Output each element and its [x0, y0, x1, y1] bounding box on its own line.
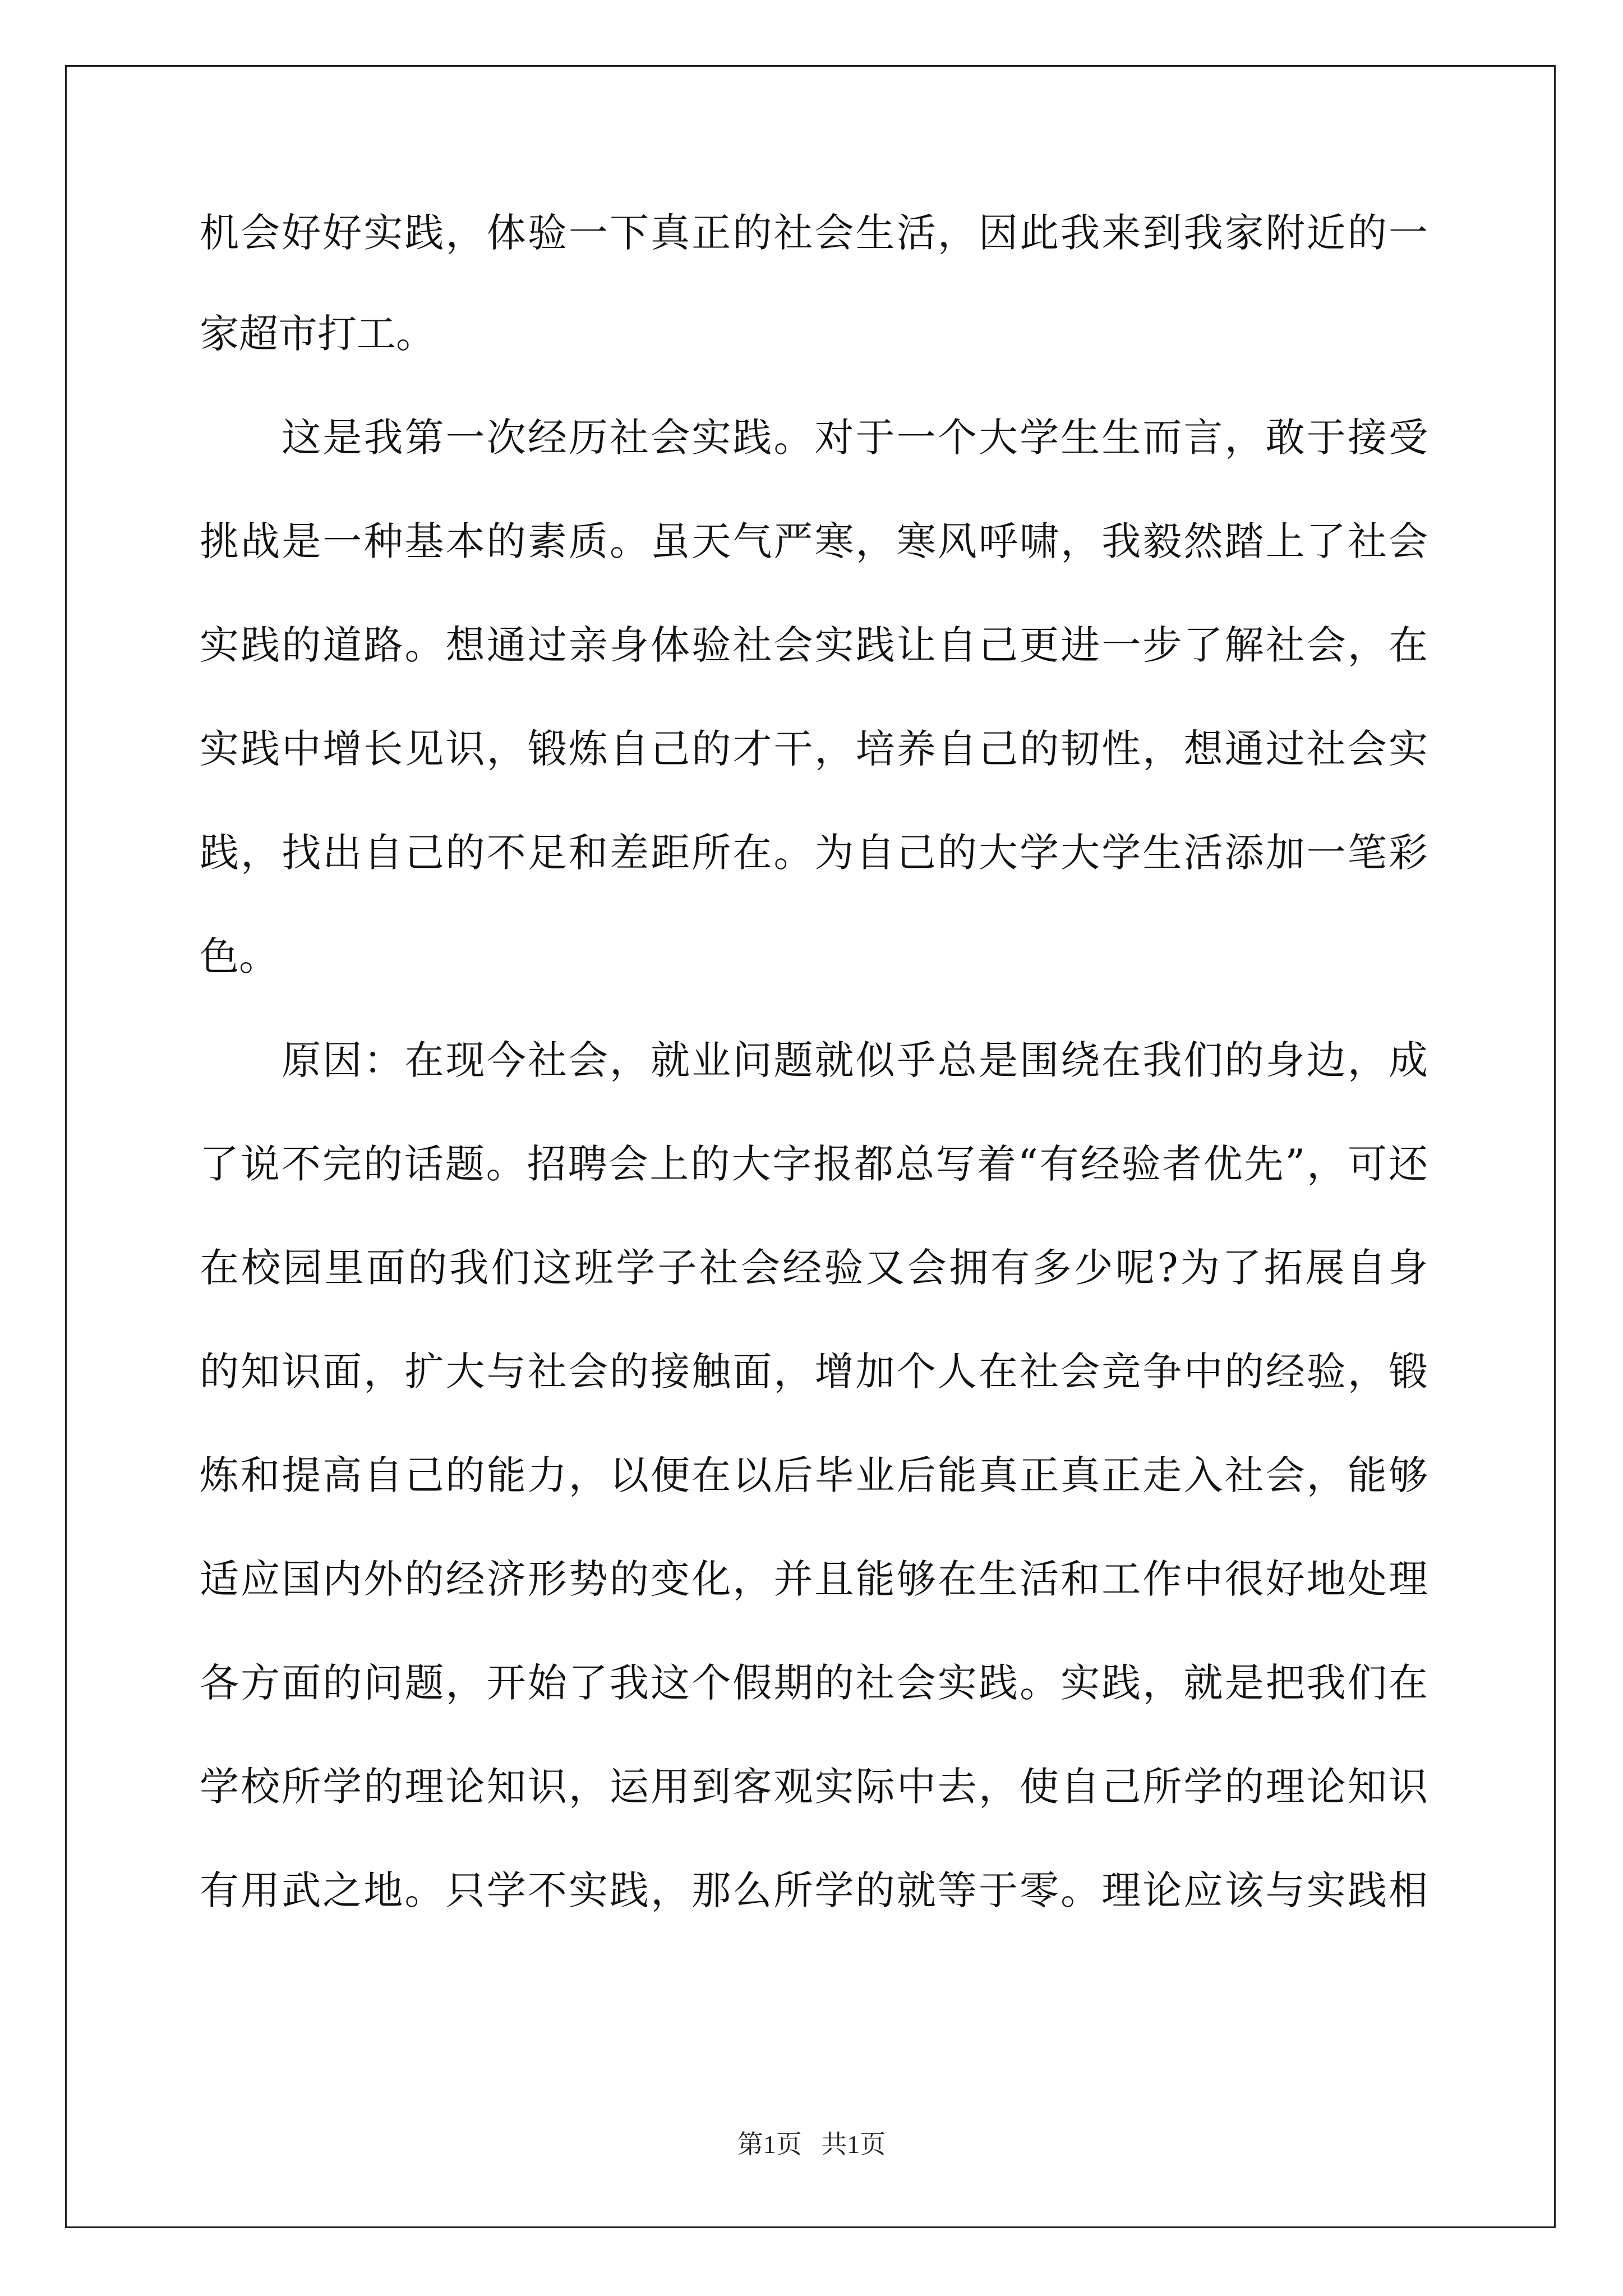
- text-line: 在校园里面的我们这班学子社会经验又会拥有多少呢?为了拓展自身: [200, 1245, 1428, 1291]
- text-line: 有用武之地。只学不实践，那么所学的就等于零。理论应该与实践相: [200, 1867, 1428, 1913]
- text-line: 各方面的问题，开始了我这个假期的社会实践。实践，就是把我们在: [200, 1660, 1428, 1706]
- text-line: 了说不完的话题。招聘会上的大字报都总写着“有经验者优先”，可还: [200, 1141, 1428, 1187]
- text-line: 的知识面，扩大与社会的接触面，增加个人在社会竞争中的经验，锻: [200, 1349, 1428, 1395]
- text-line: 挑战是一种基本的素质。虽天气严寒，寒风呼啸，我毅然踏上了社会: [200, 518, 1428, 564]
- text-line: 家超市打工。: [200, 311, 435, 357]
- page-total: 共1页: [821, 2130, 886, 2159]
- text-line: 原因：在现今社会，就业问题就似乎总是围绕在我们的身边，成: [200, 1037, 1428, 1083]
- text-line: 机会好好实践，体验一下真正的社会生活，因此我来到我家附近的一: [200, 210, 1428, 256]
- footer-spacer: [802, 2130, 822, 2159]
- text-line: 实践中增长见识，锻炼自己的才干，培养自己的韧性，想通过社会实: [200, 726, 1428, 772]
- text-line: 实践的道路。想通过亲身体验社会实践让自己更进一步了解社会，在: [200, 622, 1428, 668]
- text-line: 这是我第一次经历社会实践。对于一个大学生生而言，敢于接受: [200, 415, 1428, 461]
- page-footer: [0, 2129, 1623, 2160]
- text-line: 适应国内外的经济形势的变化，并且能够在生活和工作中很好地处理: [200, 1556, 1428, 1602]
- text-line: 践，找出自己的不足和差距所在。为自己的大学大学生活添加一笔彩: [200, 830, 1428, 876]
- page-number: 第1页: [737, 2130, 802, 2159]
- text-line: 色。: [200, 933, 278, 979]
- text-line: 炼和提高自己的能力，以便在以后毕业后能真正真正走入社会，能够: [200, 1452, 1428, 1498]
- text-line: 学校所学的理论知识，运用到客观实际中去，使自己所学的理论知识: [200, 1764, 1428, 1810]
